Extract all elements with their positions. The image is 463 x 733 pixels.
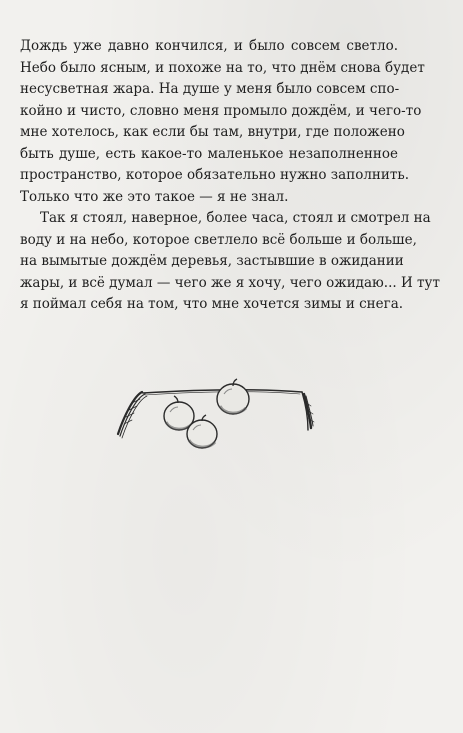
- apple-drawing: [164, 396, 194, 430]
- text-line: мне хотелось, как если бы там, внутри, где положено: [20, 124, 405, 140]
- text-line: на вымытые дождём деревья, застывшие в ожидании: [20, 253, 404, 269]
- text-line: несусветная жара. На душе у меня было совсем спо-: [20, 81, 400, 97]
- body-text: [20, 36, 440, 316]
- text-line: быть душе, есть какое-то маленькое незаполненное: [20, 145, 398, 162]
- paragraph-1: [20, 36, 425, 208]
- text-line: койно и чисто, словно меня промыло дождём, и чего-то: [20, 102, 422, 119]
- text-line: жары, и всё думал — чего же я хочу, чего ожидаю... И тут: [20, 274, 440, 291]
- apples-on-table-icon: [112, 372, 324, 472]
- text-line: Дождь уже давно кончился, и было совсем светло.: [20, 38, 398, 54]
- text-line: воду и на небо, которое светлело всё больше и больше,: [20, 231, 417, 248]
- text-line: я поймал себя на том, что мне хочется зимы и снега.: [20, 296, 404, 312]
- text-line: пространство, которое обязательно нужно заполнить.: [20, 167, 410, 183]
- text-line: Так я стоял, наверное, более часа, стоял и смотрел на: [40, 210, 431, 226]
- apple-drawing: [217, 379, 249, 414]
- paragraph-2: [20, 208, 440, 316]
- text-line: Небо было ясным, и похоже на то, что днём снова будет: [20, 59, 425, 76]
- text-line: Только что же это такое — я не знал.: [20, 188, 289, 205]
